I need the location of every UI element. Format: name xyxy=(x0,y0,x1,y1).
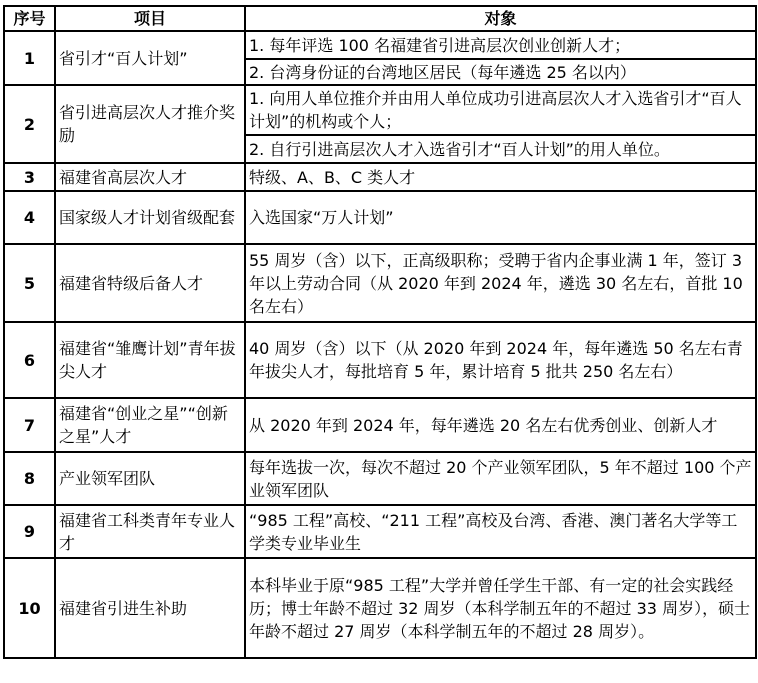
row-target: “985 工程”高校、“211 工程”高校及台湾、香港、澳门著名大学等工学类专业毕业生 xyxy=(245,505,756,558)
row-no: 10 xyxy=(4,558,55,658)
header-item: 项目 xyxy=(55,6,245,31)
row-target: 2. 自行引进高层次人才入选省引才“百人计划”的用人单位。 xyxy=(245,135,756,163)
table-row xyxy=(4,398,756,452)
row-target: 入选国家“万人计划” xyxy=(245,191,756,244)
table-row xyxy=(4,191,756,244)
row-item: 福建省特级后备人才 xyxy=(55,244,245,322)
talent-policy-table xyxy=(3,5,757,659)
table-header xyxy=(4,6,756,31)
table-row xyxy=(4,31,756,59)
row-target: 55 周岁（含）以下，正高级职称；受聘于省内企事业满 1 年，签订 3 年以上劳动合同（从 2020 年到 2024 年，遴选 30 名左右，首批 10 名左右） xyxy=(245,244,756,322)
row-item: 省引进高层次人才推介奖励 xyxy=(55,85,245,163)
table-row xyxy=(4,244,756,322)
row-target: 40 周岁（含）以下（从 2020 年到 2024 年，每年遴选 50 名左右青年拔尖人才，每批培育 5 年，累计培育 5 批共 250 名左右） xyxy=(245,322,756,398)
row-item: 福建省工科类青年专业人才 xyxy=(55,505,245,558)
row-item: 福建省“创业之星”“创新之星”人才 xyxy=(55,398,245,452)
row-no: 4 xyxy=(4,191,55,244)
row-no: 3 xyxy=(4,163,55,191)
row-target: 从 2020 年到 2024 年，每年遴选 20 名左右优秀创业、创新人才 xyxy=(245,398,756,452)
row-target: 1. 向用人单位推介并由用人单位成功引进高层次人才入选省引才“百人计划”的机构或个人； xyxy=(245,85,756,135)
row-no: 2 xyxy=(4,85,55,163)
table-body xyxy=(4,31,756,658)
row-item: 福建省引进生补助 xyxy=(55,558,245,658)
row-no: 5 xyxy=(4,244,55,322)
row-target: 特级、A、B、C 类人才 xyxy=(245,163,756,191)
row-target: 每年选拔一次，每次不超过 20 个产业领军团队，5 年不超过 100 个产业领军团队 xyxy=(245,452,756,505)
row-target: 本科毕业于原“985 工程”大学并曾任学生干部、有一定的社会实践经历；博士年龄不超过 32 周岁（本科学制五年的不超过 33 周岁），硕士年龄不超过 27 周岁（本科学制五年的不超过 28 周岁）。 xyxy=(245,558,756,658)
table-row xyxy=(4,452,756,505)
row-no: 8 xyxy=(4,452,55,505)
row-item: 国家级人才计划省级配套 xyxy=(55,191,245,244)
row-item: 产业领军团队 xyxy=(55,452,245,505)
row-no: 6 xyxy=(4,322,55,398)
row-item: 福建省高层次人才 xyxy=(55,163,245,191)
row-no: 1 xyxy=(4,31,55,85)
row-target: 1. 每年评选 100 名福建省引进高层次创业创新人才； xyxy=(245,31,756,59)
header-no: 序号 xyxy=(4,6,55,31)
header-row xyxy=(4,6,756,31)
table-row xyxy=(4,322,756,398)
row-no: 7 xyxy=(4,398,55,452)
table-row xyxy=(4,163,756,191)
row-item: 福建省“雏鹰计划”青年拔尖人才 xyxy=(55,322,245,398)
row-target: 2. 台湾身份证的台湾地区居民（每年遴选 25 名以内） xyxy=(245,59,756,85)
table-row xyxy=(4,85,756,135)
header-target: 对象 xyxy=(245,6,756,31)
table-row xyxy=(4,558,756,658)
table-row xyxy=(4,505,756,558)
row-item: 省引才“百人计划” xyxy=(55,31,245,85)
row-no: 9 xyxy=(4,505,55,558)
